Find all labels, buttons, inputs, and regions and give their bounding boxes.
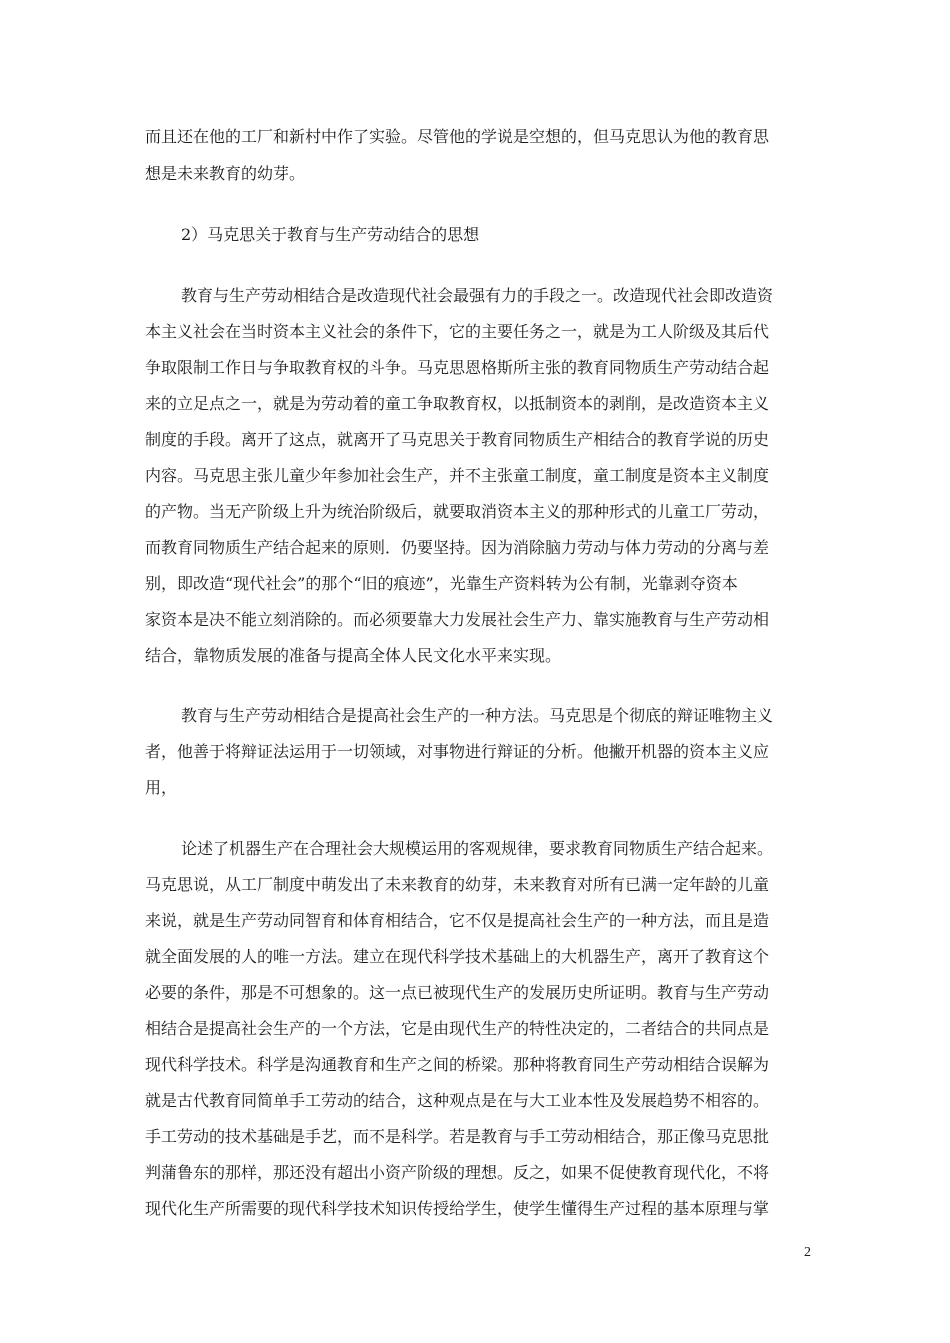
- page-number: 2: [804, 1245, 811, 1260]
- paragraph-line: 现代化生产所需要的现代科学技术知识传授给学生，使学生懂得生产过程的基本原理与掌: [145, 1199, 770, 1218]
- paragraph-line: 而且还在他的工厂和新村中作了实验。尽管他的学说是空想的，但马克思认为他的教育思: [145, 127, 770, 146]
- paragraph-line: 来的立足点之一，就是为劳动着的童工争取教育权，以抵制资本的剥削，是改造资本主义: [145, 394, 770, 413]
- paragraph-line: 教育与生产劳动相结合是提高社会生产的一种方法。马克思是个彻底的辩证唯物主义: [181, 706, 774, 725]
- paragraph-line: 相结合是提高社会生产的一个方法，它是由现代生产的特性决定的，二者结合的共同点是: [145, 1019, 770, 1038]
- paragraph-line: 马克思说，从工厂制度中萌发出了未来教育的幼芽，未来教育对所有已满一定年龄的儿童: [145, 875, 770, 894]
- paragraph-line: 本主义社会在当时资本主义社会的条件下，它的主要任务之一，就是为工人阶级及其后代: [145, 322, 770, 341]
- paragraph-line: 的产物。当无产阶级上升为统治阶级后，就要取消资本主义的那种形式的儿童工厂劳动，: [145, 502, 770, 521]
- paragraph-line: 教育与生产劳动相结合是改造现代社会最强有力的手段之一。改造现代社会即改造资: [181, 286, 774, 305]
- paragraph-line: 论述了机器生产在合理社会大规模运用的客观规律，要求教育同物质生产结合起来。: [181, 839, 774, 858]
- paragraph-line: 想是未来教育的幼芽。: [145, 164, 306, 183]
- paragraph-line: 判蒲鲁东的那样，那还没有超出小资产阶级的理想。反之，如果不促使教育现代化，不将: [145, 1163, 770, 1182]
- paragraph-line: 内容。马克思主张儿童少年参加社会生产，并不主张童工制度，童工制度是资本主义制度: [145, 466, 770, 485]
- paragraph-line: 就全面发展的人的唯一方法。建立在现代科学技术基础上的大机器生产，离开了教育这个: [145, 947, 770, 966]
- paragraph-line: 别，即改造“现代社会”的那个“旧的痕迹”，光靠生产资料转为公有制，光靠剥夺资本: [145, 574, 738, 593]
- paragraph-line: 用，: [145, 778, 178, 797]
- paragraph-line: 必要的条件，那是不可想象的。这一点已被现代生产的发展历史所证明。教育与生产劳动: [145, 983, 770, 1002]
- paragraph-line: 手工劳动的技术基础是手艺，而不是科学。若是教育与手工劳动相结合，那正像马克思批: [145, 1127, 770, 1146]
- paragraph-line: 家资本是决不能立刻消除的。而必须要靠大力发展社会生产力、靠实施教育与生产劳动相: [145, 610, 770, 629]
- paragraph-line: 争取限制工作日与争取教育权的斗争。马克思恩格斯所主张的教育同物质生产劳动结合起: [145, 358, 770, 377]
- section-heading: 2）马克思关于教育与生产劳动结合的思想: [181, 225, 480, 244]
- paragraph-line: 结合，靠物质发展的准备与提高全体人民文化水平来实现。: [145, 646, 562, 665]
- paragraph-line: 而教育同物质生产结合起来的原则．仍要坚持。因为消除脑力劳动与体力劳动的分离与差: [145, 538, 770, 557]
- paragraph-line: 者，他善于将辩证法运用于一切领域，对事物进行辩证的分析。他撇开机器的资本主义应: [145, 742, 770, 761]
- paragraph-line: 来说，就是生产劳动同智育和体育相结合，它不仅是提高社会生产的一种方法，而且是造: [145, 911, 770, 930]
- paragraph-line: 制度的手段。离开了这点，就离开了马克思关于教育同物质生产相结合的教育学说的历史: [145, 430, 770, 449]
- paragraph-line: 现代科学技术。科学是沟通教育和生产之间的桥梁。那种将教育同生产劳动相结合误解为: [145, 1055, 770, 1074]
- paragraph-line: 就是古代教育同简单手工劳动的结合，这种观点是在与大工业本性及发展趋势不相容的。: [145, 1091, 770, 1110]
